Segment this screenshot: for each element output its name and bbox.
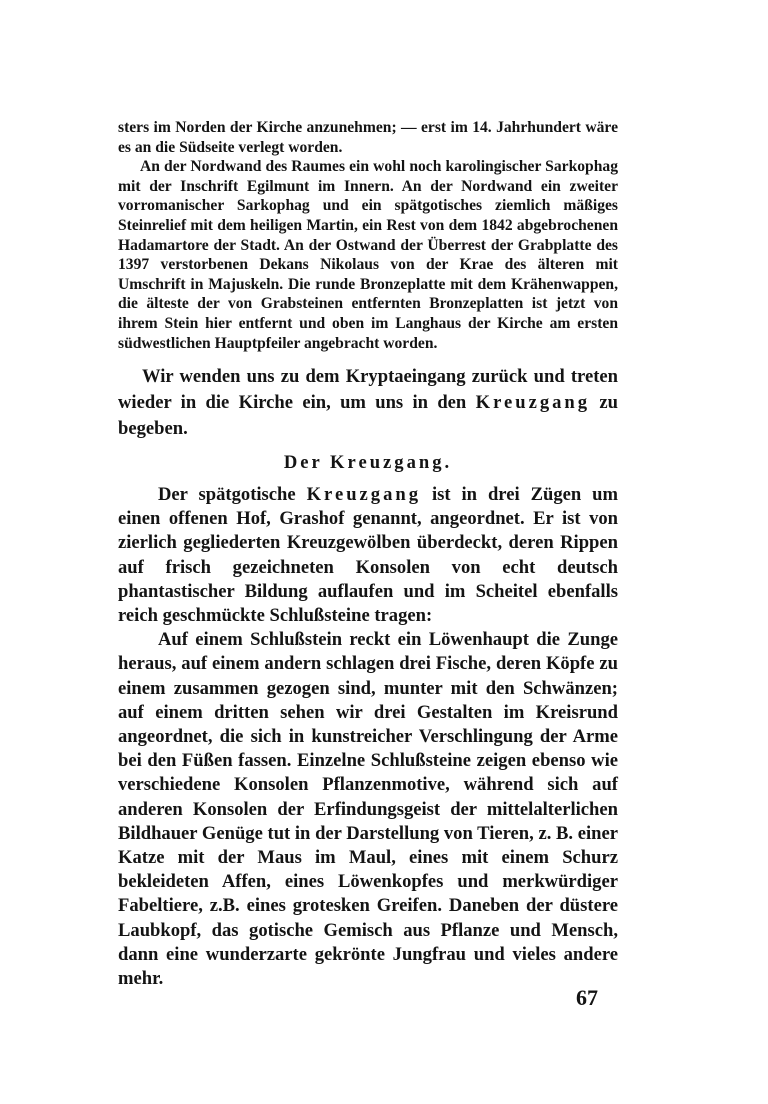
- main-text-block: [118, 483, 618, 991]
- page-number: 67: [576, 985, 598, 1010]
- small-print-block: [118, 118, 618, 353]
- transition-block: [118, 364, 618, 442]
- paragraph-keystones: Auf einem Schlußstein reckt ein Löwenhaupt die Zunge heraus, auf einem andern schlagen drei Fische, deren Köpfe zu einem zusammen gezogen sind, munter mit den Schwänzen; auf einem dritten sehen wir drei Gestalten im Kreisrund angeordnet, die sich in kunstreicher Verschlingung der Arme bei den Füßen fassen. Einzelne Schlußsteine zeigen ebenso wie verschiedene Konsolen Pflanzenmotive, während sich auf anderen Konsolen der Erfindungsgeist der mittelalterlichen Bildhauer Genüge tut in der Darstellung von Tieren, z. B. einer Katze mit der Maus im Maul, eines mit einem Schurz bekleideten Affen, eines Löwenkopfes und merkwürdiger Fabeltiere, z.B. eines grotesken Greifen. Daneben der düstere Laubkopf, das gotische Gemisch aus Pflanze und Mensch, dann eine wunderzarte gekrönte Jungfrau und vieles andere mehr.: [118, 629, 618, 990]
- paragraph-return-text: Wir wenden uns zu dem Kryptaeingang zurück und treten wieder in die Kirche ein, um uns in den: [118, 366, 618, 413]
- paragraph-cloister-rest: ist in drei Zügen um einen offenen Hof, Grashof genannt, angeordnet. Er ist von zierlich gegliederten Kreuzgewölben überdeckt, deren Rippen auf frisch gezeichneten Konsolen von echt deutsch phantastischer Bildung auflaufen und im Scheitel ebenfalls reich geschmückte Schlußsteine tragen:: [118, 484, 618, 627]
- paragraph-cloister: [118, 483, 618, 628]
- spaced-word-kreuzgang-2: Kreuzgang: [306, 484, 422, 505]
- paragraph-crypt-end: sters im Norden der Kirche anzunehmen; — erst im 14. Jahrhundert wäre es an die Südseite verlegt worden.: [118, 119, 618, 156]
- paragraph-north-wall: An der Nordwand des Raumes ein wohl noch karolingischer Sarkophag mit der Inschrift Egilmunt im Innern. An der Nordwand ein zweiter vorromanischer Sarkophag und ein spätgotisches ziemlich mäßiges Steinrelief mit dem heiligen Martin, ein Rest von dem 1842 abgebrochenen Hadamartore der Stadt. An der Ostwand der Überrest der Grabplatte des 1397 verstorbenen Dekans Nikolaus von der Krae des älteren mit Umschrift in Majuskeln. Die runde Bronzeplatte mit dem Krähenwappen, die älteste der von Grabsteinen entfernten Bronzeplatten ist jetzt von ihrem Stein hier entfernt und oben im Langhaus der Kirche am ersten südwestlichen Hauptpfeiler angebracht worden.: [118, 158, 618, 352]
- paragraph-return-end: zu begeben.: [118, 392, 619, 439]
- paragraph-return: [118, 364, 618, 442]
- section-heading: Der Kreuzgang.: [283, 452, 453, 473]
- paragraph-cloister-start: Der spätgotische: [158, 484, 296, 505]
- spaced-word-kreuzgang: Kreuzgang: [475, 392, 591, 413]
